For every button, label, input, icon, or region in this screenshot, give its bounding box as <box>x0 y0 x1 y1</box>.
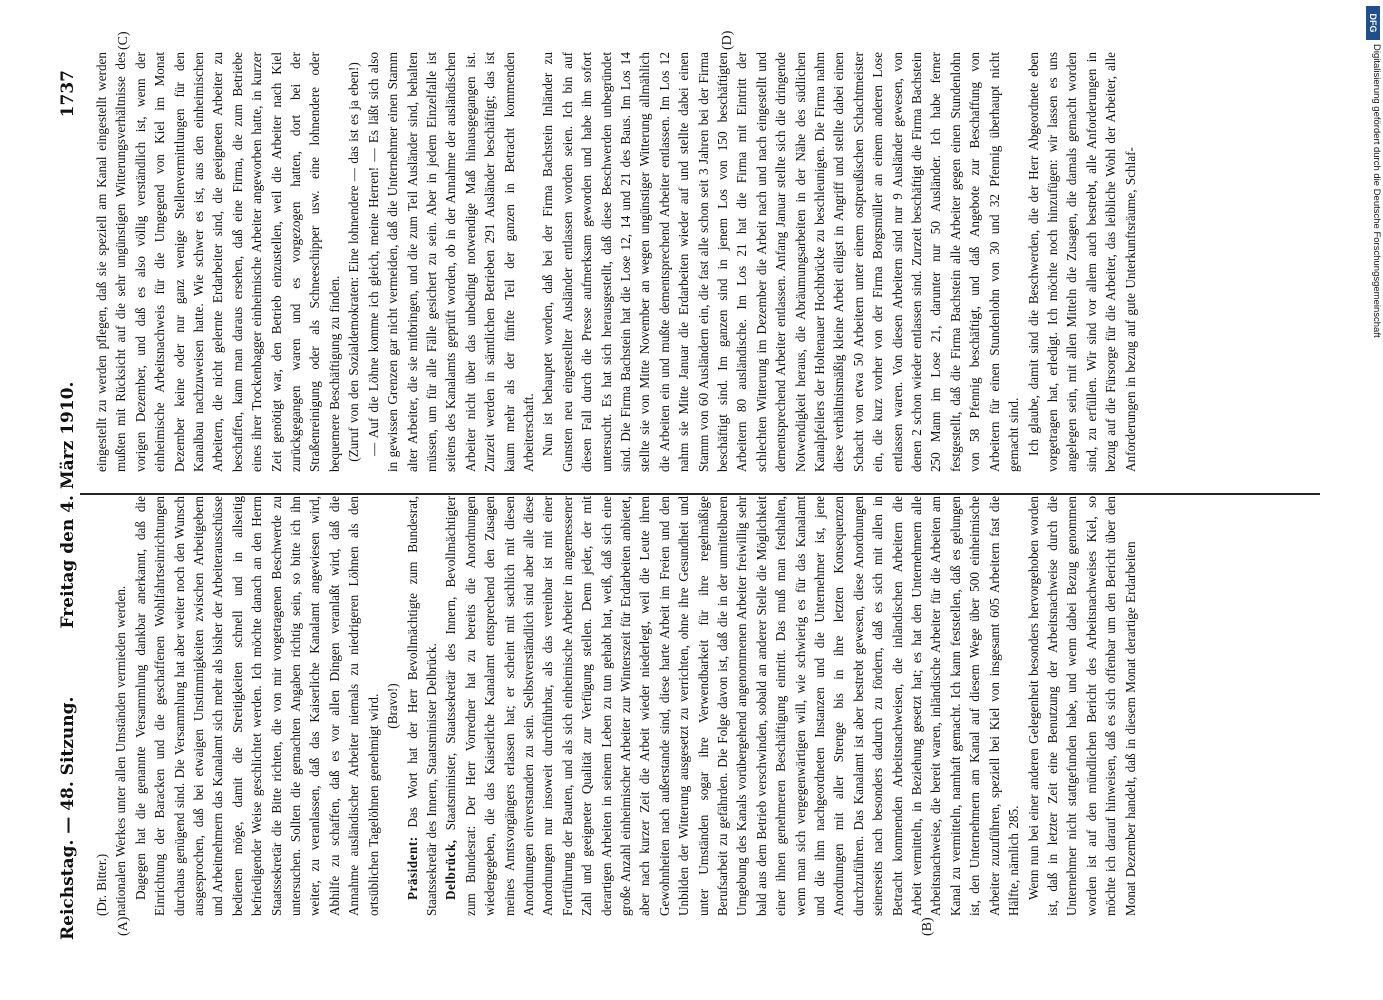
paragraph: nationalen Werkes unter allen Umständen vermieden werden. <box>113 585 129 916</box>
margin-mark-c: (C) <box>116 31 131 50</box>
paragraph: Dagegen hat die genannte Versammlung dankbar anerkannt, daß die Einrichtung der Baracken und die geschaffenen Wohlfahrtseinrichtungen durchaus genügend sind. Die Versammlung hat aber weiter noch den Wunsch ausgesprochen, daß bei etwaigen Unstimmigkeiten zwischen Arbeitgebern und Arbeitnehmern das Kanalamt sich mehr als bisher der Arbeiterausschüsse bedienen möge, damit die Streitigkeiten schnell und in allseitig befriedigender Weise geschlichtet werden. Ich möchte danach an den Herrn Staatssekretär die Bitte richten, die von mir vorgetragenen Beschwerde zu untersuchen. Sollten die gemachten Angaben richtig sein, so bitte ich ihn weiter, zu veranlassen, daß das Kaiserliche Kanalamt angewiesen wird, Abhilfe zu schaffen, daß es vor allen Dingen veranlaßt wird, daß die Annahme ausländischer Arbeiter niemals zu niedrigeren Löhnen als den ortsüblichen Tagelöhnen genehmigt wird. <box>132 496 381 916</box>
president-paragraph <box>403 496 442 916</box>
left-column <box>92 496 1312 916</box>
paragraph: — Auf die Löhne komme ich gleich, meine Herren! — Es läßt sich also in gewissen Grenzen gar nicht vermeiden, daß die Unternehmer einen Stamm alter Arbeiter, die sie mitbringen, und die zum Teil Ausländer sind, behalten müssen, um für alle Fälle gesichert zu sein. Aber in jedem Einzelfalle ist seitens des Kanalamts geprüft worden, ob in der Annahme der ausländischen Arbeiter nicht über das unbedingt notwendige Maß hinausgegangen ist. Zurzeit werden in sämtlichen Betrieben 291 Ausländer beschäftigt; das ist kaum mehr als der fünfte Teil der ganzen in Betracht kommenden Arbeiterschaft. <box>365 52 536 472</box>
paragraph-text: Staatsminister, Staatssekretär des Innern, Bevollmächtigter zum Bundesrat: Der Herr Vorredner hat zu bereits die Anordnungen wiedergegeben, die das Kaiserliche Kanalamt entsprechend den Zusagen meines Amtsvorgängers erlassen hat; er scheint mit sachlich mit diesen Anordnungen einverstanden zu sein. Selbstverständlich sind aber alle diese Anordnungen nur insoweit durchführbar, als das vereinbar ist mit einer Fortführung der Bauten, und als sich einheimische Arbeiter in angemessener Zahl und geeigneter Qualität zur Verfügung stellen. Denn jeder, der mit derartigen Arbeiten in seinem Leben zu tun gehabt hat, weiß, daß sich eine große Anzahl einheimischer Arbeiter zur Winterszeit für Erdarbeiten anbietet, aber nach kurzer Zeit die Arbeit wieder niederlegt, weil die Leute ihren Gewohnheiten nach außerstande sind, diese harte Arbeit im Freien und den Unbilden der Witterung ausgesetzt zu verrichten, ohne ihre Gesundheit und unter Umständen sogar ihre Verwendbarkeit für ihre regelmäßige Berufsarbeit zu gefährden. Die Folge davon ist, daß die in der unmittelbaren Umgebung des Kanals vorübergehend angenommenen Arbeiter freiwillig sehr bald aus dem Betrieb verschwinden, sobald an anderer Stelle die Möglichkeit einer ihnen genehmeren Beschäftigung eintritt. Das muß man festhalten, wenn man sich vergegenwärtigen will, wie schwierig es für das Kanalamt und die ihm nachgeordneten Instanzen und die Unternehmer ist, jene Anordnungen mit aller Strenge bis in ihre letzten Konsequenzen durchzuführen. Das Kanalamt ist aber bestrebt gewesen, diese Anordnungen seinerseits nach besonders dadurch zu fördern, daß es sich mit allen in Betracht kommenden Arbeitsnachweisen, die inländischen Arbeitern die Arbeit vermitteln, in Beziehung gesetzt hat; es hat den Unternehmern alle Arbeitsnachweise, die bereit waren, inländische Arbeiter für die Arbeiten am Kanal zu vermitteln, namhaft gemacht. Ich kann feststellen, daß es gelungen ist, den Unternehmern am Kanal auf diesem Wege über 500 einheimische Arbeiter zuzuführen, speziell bei Kiel von insgesamt 605 Arbeitern fast die Hälfte, nämlich 285. <box>443 496 1022 916</box>
paragraph-text: Das Wort hat der Herr Bevollmächtigte zum Bundesrat, Staatssekretär des Innern, Staatsminister Delbrück. <box>404 496 439 916</box>
speaker-name: Präsident: <box>404 836 420 900</box>
paragraph: eingestellt zu werden pflegen, daß sie speziell am Kanal eingestellt werden mußten mit Rücksicht auf die sehr ungünstigen Witterungsverhältnisse des vorigen Dezember, und daß es also völlig verständlich ist, wenn der einheimische Arbeitsnachweis für die Umgegend von Kiel im Monat Dezember keine oder nur ganz wenige Stellenvermittlungen für den Kanalbau nachzuweisen hatte. Wie schwer es ist, aus den einheimischen Arbeitern, die nicht gelernte Erdarbeiter sind, die geeigneten Arbeiter zu beschaffen, kann man daraus ersehen, daß eine Firma, die zum Betriebe eines ihrer Trockenbagger einheimische Arbeiter angeworben hatte, in kurzer Zeit genötigt war, den Betrieb einzustellen, weil die Arbeiter nach Kiel zurückgegangen waren und es vorgezogen hatten, dort bei der Straßenreinigung oder als Schneeschipper usw. eine lohnendere oder bequemere Beschäftigung zu finden. <box>94 52 342 472</box>
margin-mark-a: (A) <box>116 916 131 936</box>
speaker-name: Delbrück, <box>443 839 459 900</box>
right-column <box>92 52 1312 472</box>
paragraph: Wenn nun bei einer anderen Gelegenheit besonders hervorgehoben worden ist, daß in letzter Zeit eine Benutzung der Arbeitsnachweise durch die Unternehmer nicht stattgefunden habe, und wenn dabei Bezug genommen worden ist auf den mündlichen Bericht des Arbeitsnachweises Kiel, so möchte ich darauf hinweisen, daß es sich offenbar um den Bericht über den Monat Dezember handelt, daß in diesem Monat derartige Erdarbeiten <box>1025 496 1138 916</box>
speech-paragraph <box>441 496 1023 916</box>
speaker-note: (Dr. Bitter.) <box>94 853 109 916</box>
applause-note: (Bravo!) <box>385 683 401 729</box>
header-left: Reichstag. — 48. Sitzung. <box>58 696 78 940</box>
dfg-logo <box>1366 6 1380 40</box>
paragraph: Nun ist behauptet worden, daß bei der Firma Bachstein Inländer zu Gunsten neu eingestellter Ausländer entlassen worden seien. Ich bin auf diesen Fall durch die Presse aufmerksam geworden und habe ihn sofort untersucht. Es hat sich herausgestellt, daß diese Beschwerden unbegründet sind. Die Firma Bachstein hat die Lose 12, 14 und 21 des Baus. Im Los 14 stellte sie von Mitte November an wegen ungünstiger Witterung allmählich die Arbeiten ein und mußte dementsprechend Arbeiter entlassen. Im Los 12 nahm sie Mitte Januar die Erdarbeiten wieder auf und stellte dabei einen Stamm von 60 Ausländern ein, die fast alle schon seit 3 Jahren bei der Firma beschäftigt sind. Im ganzen sind in jenem Los von 150 beschäftigten Arbeitern 80 ausländische. Im Los 21 hat die Firma mit Eintritt der schlechten Witterung im Dezember die Arbeit nach und nach eingestellt und dementsprechend Arbeiter entlassen. Anfang Januar stellte sich die dringende Notwendigkeit heraus, die Abräumungsarbeiten in der Nähe des südlichen Kanalpfeilers der Holtenauer Hochbrücke zu beschleunigen. Die Firma nahm diese verhältnismäßig kleine Arbeit eiligst in Angriff und stellte dabei einen Schacht von etwa 50 Arbeitern unter einem ostpreußischen Schachtmeister ein, die kurz vorher von der Firma Borgsmüller an einem anderen Lose entlassen waren. Von diesen Arbeitern sind nur 9 Ausländer gewesen, von denen 2 schon wieder entlassen sind. Zurzeit beschäftigt die Firma Bachstein 250 Mann im Lose 21, darunter nur 50 Ausländer. Ich habe ferner festgestellt, daß die Firma Bachstein alle Arbeiter gegen einen Stundenlohn von 58 Pfennig beschäftigt, und daß Angebote zur Beschaffung von Arbeitern für einen Stundenlohn von 30 und 32 Pfennig überhaupt nicht gemacht sind. <box>540 52 1022 472</box>
margin-mark-d: (D) <box>720 30 735 50</box>
column-divider <box>80 493 1320 495</box>
page-number: 1737 <box>58 70 78 118</box>
margin-mark-b: (B) <box>920 917 935 936</box>
interjection-note: (Zuruf von den Sozialdemokraten: Eine lohnendere — das ist es ja eben!) <box>346 62 362 462</box>
paragraph: Ich glaube, damit sind die Beschwerden, die der Herr Abgeordnete eben vorgetragen hat, erledigt. Ich möchte noch hinzufügen: wir lassen es uns angelegen sein, mit allen Mitteln die Zusagen, die damals gemacht worden sind, zu erfüllen. Wir sind vor allem auch bestrebt, alle Anforderungen in bezug auf die Fürsorge für die Arbeiter, das leibliche Wohl der Arbeiter, alle Anforderungen in bezug auf gute Unterkunftsräume, Schlaf- <box>1025 52 1138 472</box>
dfg-logo-text: DFG <box>1368 13 1378 33</box>
header-center: Freitag den 4. März 1910. <box>58 381 78 629</box>
page-header <box>58 70 82 940</box>
digitization-note: Digitalisierung gefördert durch die Deutsche Forschungsgemeinschaft <box>1371 44 1382 338</box>
